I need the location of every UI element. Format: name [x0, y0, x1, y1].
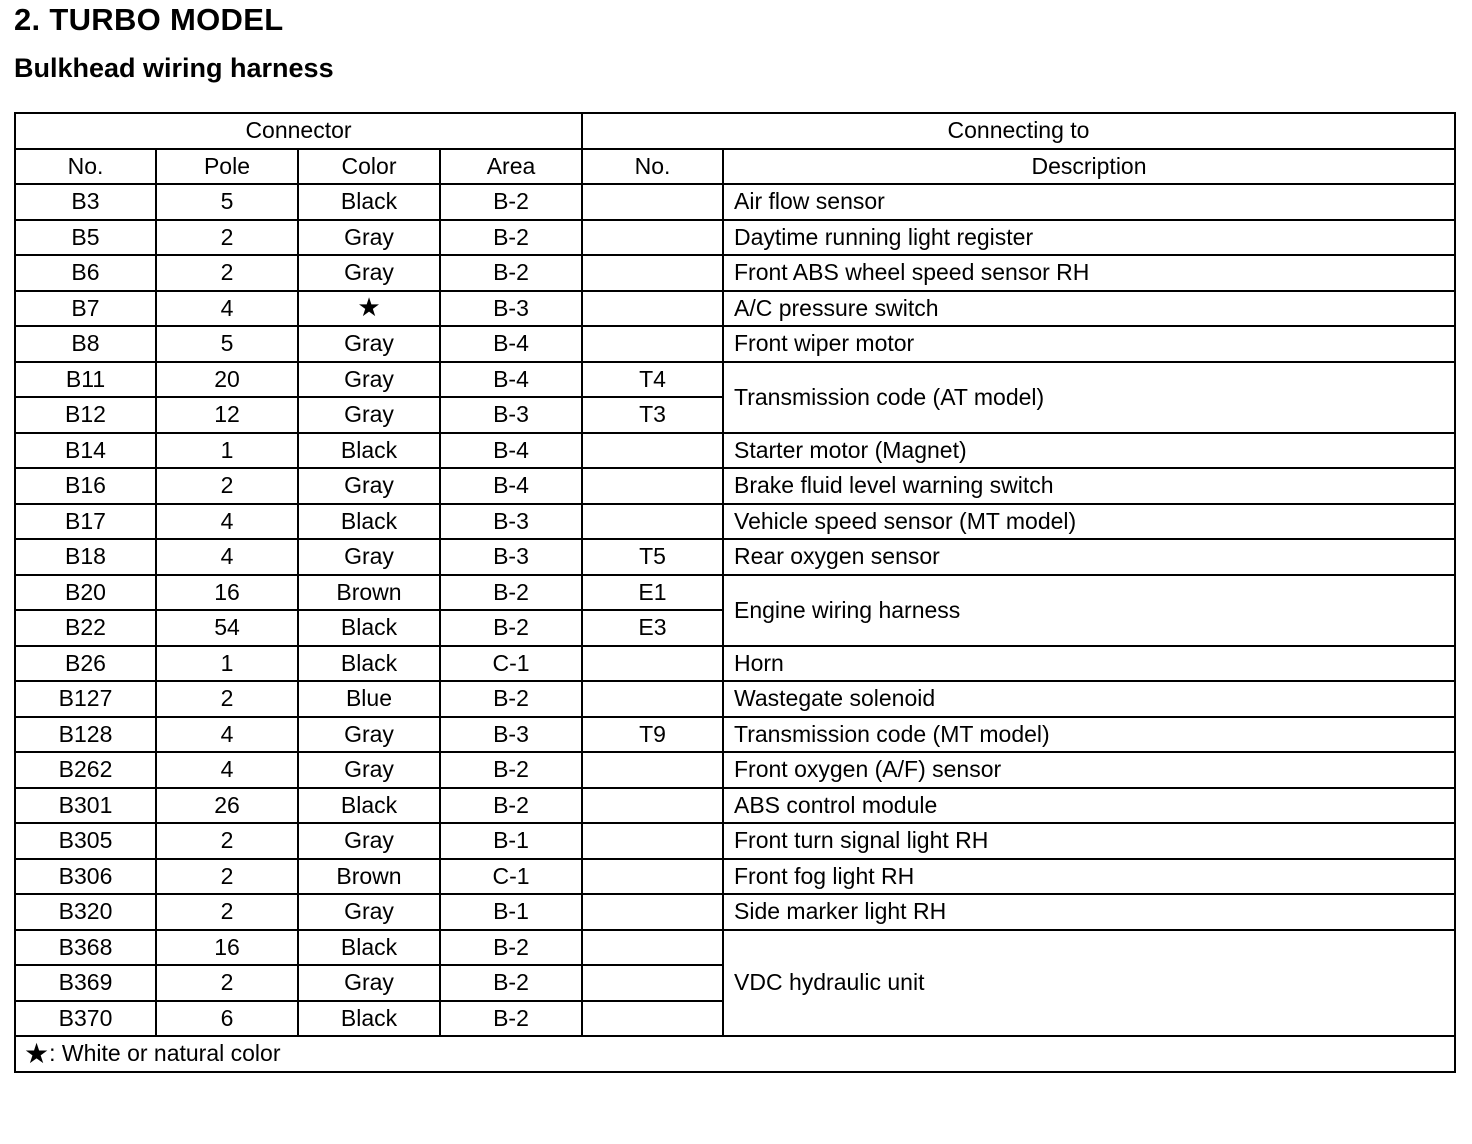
- connector-group-header: Connector: [15, 113, 582, 149]
- column-header-area: Area: [440, 149, 582, 185]
- cell-description: Front fog light RH: [723, 859, 1455, 895]
- cell-color: Black: [298, 433, 440, 469]
- table-row: [15, 255, 1455, 291]
- cell-area: B-2: [440, 930, 582, 966]
- table-row: [15, 362, 1455, 398]
- cell-description: Transmission code (AT model): [723, 362, 1455, 433]
- cell-to-no: [582, 504, 723, 540]
- cell-description: Transmission code (MT model): [723, 717, 1455, 753]
- cell-description: Brake fluid level warning switch: [723, 468, 1455, 504]
- cell-color: Gray: [298, 823, 440, 859]
- cell-no: B26: [15, 646, 156, 682]
- cell-area: B-3: [440, 291, 582, 327]
- cell-color: Black: [298, 184, 440, 220]
- cell-area: B-3: [440, 504, 582, 540]
- cell-no: B369: [15, 965, 156, 1001]
- cell-color: Gray: [298, 752, 440, 788]
- cell-to-no: [582, 291, 723, 327]
- cell-pole: 5: [156, 326, 298, 362]
- cell-no: B6: [15, 255, 156, 291]
- cell-no: B301: [15, 788, 156, 824]
- table-row: [15, 468, 1455, 504]
- cell-pole: 2: [156, 255, 298, 291]
- cell-no: B17: [15, 504, 156, 540]
- cell-pole: 2: [156, 823, 298, 859]
- cell-to-no: [582, 965, 723, 1001]
- cell-color: Gray: [298, 220, 440, 256]
- cell-no: B18: [15, 539, 156, 575]
- cell-area: B-4: [440, 326, 582, 362]
- cell-area: B-4: [440, 433, 582, 469]
- cell-pole: 2: [156, 468, 298, 504]
- cell-description: Front ABS wheel speed sensor RH: [723, 255, 1455, 291]
- footnote-row: [15, 1036, 1455, 1072]
- cell-color: Gray: [298, 397, 440, 433]
- table-row: [15, 291, 1455, 327]
- cell-color: Black: [298, 788, 440, 824]
- table-row: [15, 220, 1455, 256]
- cell-to-no: [582, 788, 723, 824]
- cell-area: B-3: [440, 539, 582, 575]
- section-subtitle: Bulkhead wiring harness: [14, 53, 334, 83]
- star-icon: ★: [24, 1037, 50, 1069]
- table-row: [15, 646, 1455, 682]
- cell-description: ABS control module: [723, 788, 1455, 824]
- cell-area: B-2: [440, 1001, 582, 1037]
- cell-color: Black: [298, 504, 440, 540]
- cell-color: Brown: [298, 575, 440, 611]
- cell-no: B370: [15, 1001, 156, 1037]
- cell-description: Front turn signal light RH: [723, 823, 1455, 859]
- cell-area: B-2: [440, 788, 582, 824]
- table-row: [15, 326, 1455, 362]
- cell-no: B8: [15, 326, 156, 362]
- cell-to-no: T3: [582, 397, 723, 433]
- cell-color: Gray: [298, 717, 440, 753]
- cell-description: VDC hydraulic unit: [723, 930, 1455, 1037]
- cell-pole: 2: [156, 681, 298, 717]
- cell-pole: 4: [156, 717, 298, 753]
- cell-to-no: [582, 184, 723, 220]
- cell-to-no: [582, 930, 723, 966]
- cell-description: Vehicle speed sensor (MT model): [723, 504, 1455, 540]
- cell-to-no: E3: [582, 610, 723, 646]
- cell-color: Black: [298, 610, 440, 646]
- cell-description: Engine wiring harness: [723, 575, 1455, 646]
- column-header-to-no: No.: [582, 149, 723, 185]
- cell-area: C-1: [440, 646, 582, 682]
- cell-pole: 2: [156, 894, 298, 930]
- footnote-text: : White or natural color: [49, 1039, 281, 1066]
- cell-color: Black: [298, 1001, 440, 1037]
- cell-no: B14: [15, 433, 156, 469]
- cell-area: B-2: [440, 965, 582, 1001]
- cell-to-no: [582, 681, 723, 717]
- cell-description: Daytime running light register: [723, 220, 1455, 256]
- cell-no: B305: [15, 823, 156, 859]
- cell-no: B368: [15, 930, 156, 966]
- cell-to-no: [582, 859, 723, 895]
- table-row: [15, 539, 1455, 575]
- cell-color: Gray: [298, 255, 440, 291]
- cell-pole: 16: [156, 575, 298, 611]
- cell-area: C-1: [440, 859, 582, 895]
- cell-color: [298, 291, 440, 327]
- connecting-to-group-header: Connecting to: [582, 113, 1455, 149]
- footnote: [15, 1036, 1455, 1072]
- cell-pole: 20: [156, 362, 298, 398]
- table-row: [15, 184, 1455, 220]
- cell-color: Black: [298, 930, 440, 966]
- column-header-no: No.: [15, 149, 156, 185]
- cell-pole: 1: [156, 646, 298, 682]
- cell-color: Gray: [298, 965, 440, 1001]
- cell-pole: 2: [156, 220, 298, 256]
- cell-pole: 6: [156, 1001, 298, 1037]
- cell-color: Black: [298, 646, 440, 682]
- cell-no: B22: [15, 610, 156, 646]
- cell-area: B-2: [440, 752, 582, 788]
- cell-no: B306: [15, 859, 156, 895]
- cell-to-no: [582, 752, 723, 788]
- cell-pole: 26: [156, 788, 298, 824]
- cell-to-no: [582, 255, 723, 291]
- cell-area: B-2: [440, 184, 582, 220]
- cell-area: B-2: [440, 220, 582, 256]
- cell-color: Gray: [298, 326, 440, 362]
- cell-color: Brown: [298, 859, 440, 895]
- cell-to-no: [582, 894, 723, 930]
- column-header-description: Description: [723, 149, 1455, 185]
- cell-no: B320: [15, 894, 156, 930]
- cell-pole: 5: [156, 184, 298, 220]
- cell-pole: 4: [156, 539, 298, 575]
- cell-to-no: [582, 433, 723, 469]
- cell-area: B-2: [440, 575, 582, 611]
- cell-no: B11: [15, 362, 156, 398]
- table-row: [15, 823, 1455, 859]
- cell-no: B16: [15, 468, 156, 504]
- table-row: [15, 681, 1455, 717]
- cell-to-no: T5: [582, 539, 723, 575]
- cell-no: B127: [15, 681, 156, 717]
- group-header-row: [15, 113, 1455, 149]
- cell-pole: 2: [156, 965, 298, 1001]
- table-row: [15, 788, 1455, 824]
- cell-no: B3: [15, 184, 156, 220]
- cell-area: B-3: [440, 717, 582, 753]
- cell-no: B7: [15, 291, 156, 327]
- cell-description: Wastegate solenoid: [723, 681, 1455, 717]
- cell-area: B-2: [440, 255, 582, 291]
- column-header-row: [15, 149, 1455, 185]
- cell-no: B262: [15, 752, 156, 788]
- cell-description: Air flow sensor: [723, 184, 1455, 220]
- page-title: 2. TURBO MODEL: [14, 2, 284, 37]
- cell-area: B-3: [440, 397, 582, 433]
- cell-area: B-4: [440, 468, 582, 504]
- table-row: [15, 717, 1455, 753]
- cell-description: Front wiper motor: [723, 326, 1455, 362]
- table-row: [15, 433, 1455, 469]
- cell-to-no: [582, 220, 723, 256]
- cell-no: B20: [15, 575, 156, 611]
- cell-to-no: T9: [582, 717, 723, 753]
- cell-area: B-1: [440, 823, 582, 859]
- cell-to-no: T4: [582, 362, 723, 398]
- cell-pole: 16: [156, 930, 298, 966]
- cell-to-no: [582, 1001, 723, 1037]
- cell-pole: 4: [156, 504, 298, 540]
- cell-to-no: [582, 646, 723, 682]
- star-icon: ★: [357, 292, 381, 323]
- table-row: [15, 930, 1455, 966]
- cell-no: B128: [15, 717, 156, 753]
- cell-area: B-4: [440, 362, 582, 398]
- table-row: [15, 894, 1455, 930]
- cell-no: B12: [15, 397, 156, 433]
- cell-color: Gray: [298, 468, 440, 504]
- cell-area: B-1: [440, 894, 582, 930]
- cell-pole: 1: [156, 433, 298, 469]
- cell-color: Gray: [298, 362, 440, 398]
- cell-to-no: E1: [582, 575, 723, 611]
- cell-description: Side marker light RH: [723, 894, 1455, 930]
- cell-no: B5: [15, 220, 156, 256]
- cell-description: Rear oxygen sensor: [723, 539, 1455, 575]
- cell-color: Gray: [298, 539, 440, 575]
- cell-pole: 12: [156, 397, 298, 433]
- table-row: [15, 575, 1455, 611]
- cell-description: A/C pressure switch: [723, 291, 1455, 327]
- column-header-pole: Pole: [156, 149, 298, 185]
- cell-to-no: [582, 326, 723, 362]
- cell-pole: 54: [156, 610, 298, 646]
- cell-color: Blue: [298, 681, 440, 717]
- column-header-color: Color: [298, 149, 440, 185]
- table-row: [15, 504, 1455, 540]
- cell-pole: 4: [156, 291, 298, 327]
- cell-area: B-2: [440, 681, 582, 717]
- table-row: [15, 859, 1455, 895]
- cell-pole: 2: [156, 859, 298, 895]
- cell-description: Horn: [723, 646, 1455, 682]
- table-row: [15, 752, 1455, 788]
- cell-color: Gray: [298, 894, 440, 930]
- cell-pole: 4: [156, 752, 298, 788]
- cell-description: Starter motor (Magnet): [723, 433, 1455, 469]
- cell-description: Front oxygen (A/F) sensor: [723, 752, 1455, 788]
- cell-to-no: [582, 823, 723, 859]
- cell-to-no: [582, 468, 723, 504]
- cell-area: B-2: [440, 610, 582, 646]
- connector-table: [14, 112, 1456, 1073]
